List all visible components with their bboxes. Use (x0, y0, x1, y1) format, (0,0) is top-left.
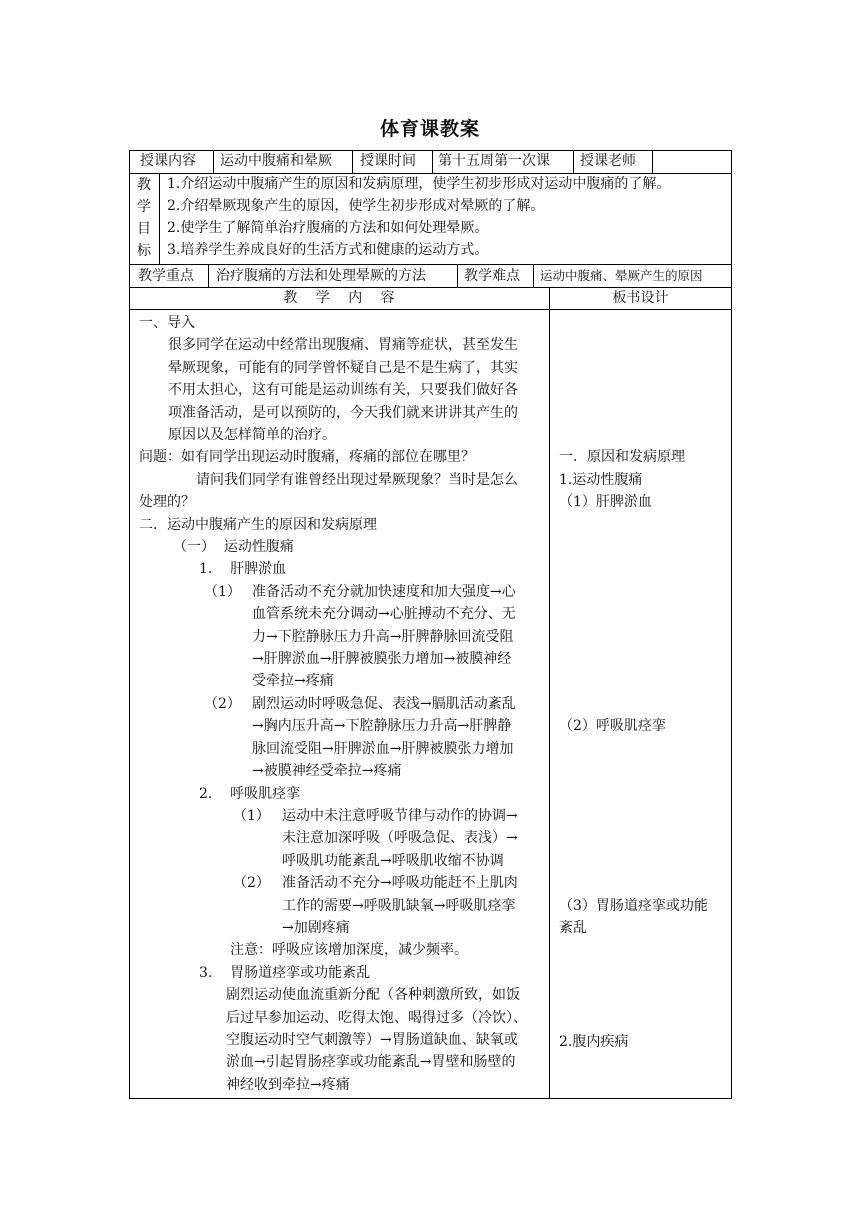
col-divider (573, 150, 574, 173)
content-line: →胸内压升高→下腔静脉压力升高→肝脾静 (252, 718, 512, 734)
content-line: 1. 肝脾淤血 (199, 561, 287, 577)
col-divider (213, 150, 214, 173)
content-line: 后过早参加运动、吃得太饱、喝得过多（冷饮）、 (226, 1010, 527, 1026)
col-divider (208, 264, 209, 287)
content-line: 血管系统未充分调动→心脏搏动不充分、无 (252, 606, 516, 622)
content-label: 授课内容 (140, 153, 196, 169)
content-line: →加剧疼痛 (282, 920, 350, 936)
content-line: 注意：呼吸应该增加深度，减少频率。 (230, 942, 468, 958)
objectives-label-char: 目 (137, 221, 151, 237)
item-number: （1） (233, 808, 270, 824)
key-point-value: 治疗腹痛的方法和处理晕厥的方法 (216, 268, 426, 284)
content-line: 工作的需要→呼吸肌缺氧→呼吸肌痉挛 (282, 898, 516, 914)
col-divider (159, 173, 160, 264)
content-value: 运动中腹痛和晕厥 (220, 153, 332, 169)
objectives-label-char: 学 (137, 199, 151, 215)
content-line: （一） 运动性腹痛 (173, 539, 294, 555)
content-line: →肝脾淤血→肝脾被膜张力增加→被膜神经 (252, 651, 512, 667)
board-line: （1）肝脾淤血 (559, 494, 652, 510)
row-divider (129, 309, 732, 310)
objectives-label-char: 教 (137, 177, 151, 193)
time-label: 授课时间 (360, 153, 416, 169)
content-line: 很多同学在运动中经常出现腹痛、胃痛等症状，甚至发生 (168, 337, 518, 353)
content-line: →被膜神经受牵拉→疼痛 (252, 763, 402, 779)
content-line: 淤血→引起胃肠痉挛或功能紊乱→胃壁和肠壁的 (226, 1054, 516, 1070)
board-line: 紊乱 (559, 920, 587, 936)
board-line: （2）呼吸肌痉挛 (559, 718, 666, 734)
content-line: 不用太担心，这有可能是运动训练有关，只要我们做好各 (168, 382, 518, 398)
item-number: （2） (204, 696, 241, 712)
content-line: 脉回流受阻→肝脾淤血→肝脾被膜张力增加 (252, 741, 514, 757)
content-line: 二．运动中腹痛产生的原因和发病原理 (139, 517, 377, 533)
content-line: 问题：如有同学出现运动时腹痛，疼痛的部位在哪里？ (139, 449, 475, 465)
objective-item: 2.使学生了解简单治疗腹痛的方法和如何处理晕厥。 (167, 220, 489, 236)
col-divider (352, 150, 353, 173)
content-line: 原因以及怎样简单的治疗。 (168, 427, 336, 443)
content-line: 项准备活动，是可以预防的，今天我们就来讲讲其产生的 (168, 405, 518, 421)
content-line: 呼吸肌功能紊乱→呼吸肌收缩不协调 (282, 853, 504, 869)
col-divider (549, 287, 550, 1099)
content-line: 3. 胃肠道痉挛或功能紊乱 (199, 965, 371, 981)
content-line: 晕厥现象，可能有的同学曾怀疑自己是不是生病了，其实 (168, 360, 518, 376)
content-line: 空腹运动时空气刺激等）→胃肠道缺血、缺氧或 (226, 1032, 518, 1048)
content-line: 神经收到牵拉→疼痛 (226, 1077, 350, 1093)
content-line: 一、导入 (139, 315, 195, 331)
objective-item: 2.介绍晕厥现象产生的原因，使学生初步形成对晕厥的了解。 (167, 198, 545, 214)
item-number: （1） (204, 584, 241, 600)
board-line: 一．原因和发病原理 (559, 449, 685, 465)
content-line: 未注意加深呼吸（呼吸急促、表浅）→ (282, 830, 518, 846)
board-line: 2.腹内疾病 (559, 1034, 629, 1050)
item-number: （2） (233, 875, 270, 891)
content-line: 处理的？ (139, 494, 195, 510)
col-divider (457, 264, 458, 287)
content-line: 准备活动不充分→呼吸功能赶不上肌肉 (282, 875, 518, 891)
page-title: 体育课教案 (379, 118, 480, 140)
content-line: 2. 呼吸肌痉挛 (199, 786, 301, 802)
objective-item: 1.介绍运动中腹痛产生的原因和发病原理，使学生初步形成对运动中腹痛的了解。 (167, 176, 671, 192)
col-divider (533, 264, 534, 287)
content-line: 受牵拉→疼痛 (252, 673, 334, 689)
key-point-label: 教学重点 (138, 268, 194, 284)
objectives-label-char: 标 (137, 243, 151, 259)
content-line: 运动中未注意呼吸节律与动作的协调→ (282, 808, 518, 824)
objective-item: 3.培养学生养成良好的生活方式和健康的运动方式。 (167, 242, 489, 258)
content-line: 剧烈运动使血流重新分配（各种刺激所致，如饭 (226, 987, 520, 1003)
board-line: 1.运动性腹痛 (559, 472, 643, 488)
difficulty-value: 运动中腹痛、晕厥产生的原因 (540, 268, 703, 283)
content-line: 力→下腔静脉压力升高→肝脾静脉回流受阻 (252, 629, 514, 645)
teacher-label: 授课老师 (580, 153, 636, 169)
board-line: （3）胃肠道痉挛或功能 (559, 898, 708, 914)
content-line: 请问我们同学有谁曾经出现过晕厥现象？当时是怎么 (196, 472, 518, 488)
content-line: 准备活动不充分就加快速度和加大强度→心 (252, 584, 516, 600)
content-line: 剧烈运动时呼吸急促、表浅→膈肌活动紊乱 (252, 696, 516, 712)
col-divider (652, 150, 653, 173)
time-value: 第十五周第一次课 (438, 153, 550, 169)
col-divider (432, 150, 433, 173)
board-column-header: 板书设计 (612, 290, 669, 306)
content-column-header: 教 学 内 容 (283, 290, 395, 306)
difficulty-label: 教学难点 (464, 268, 520, 284)
